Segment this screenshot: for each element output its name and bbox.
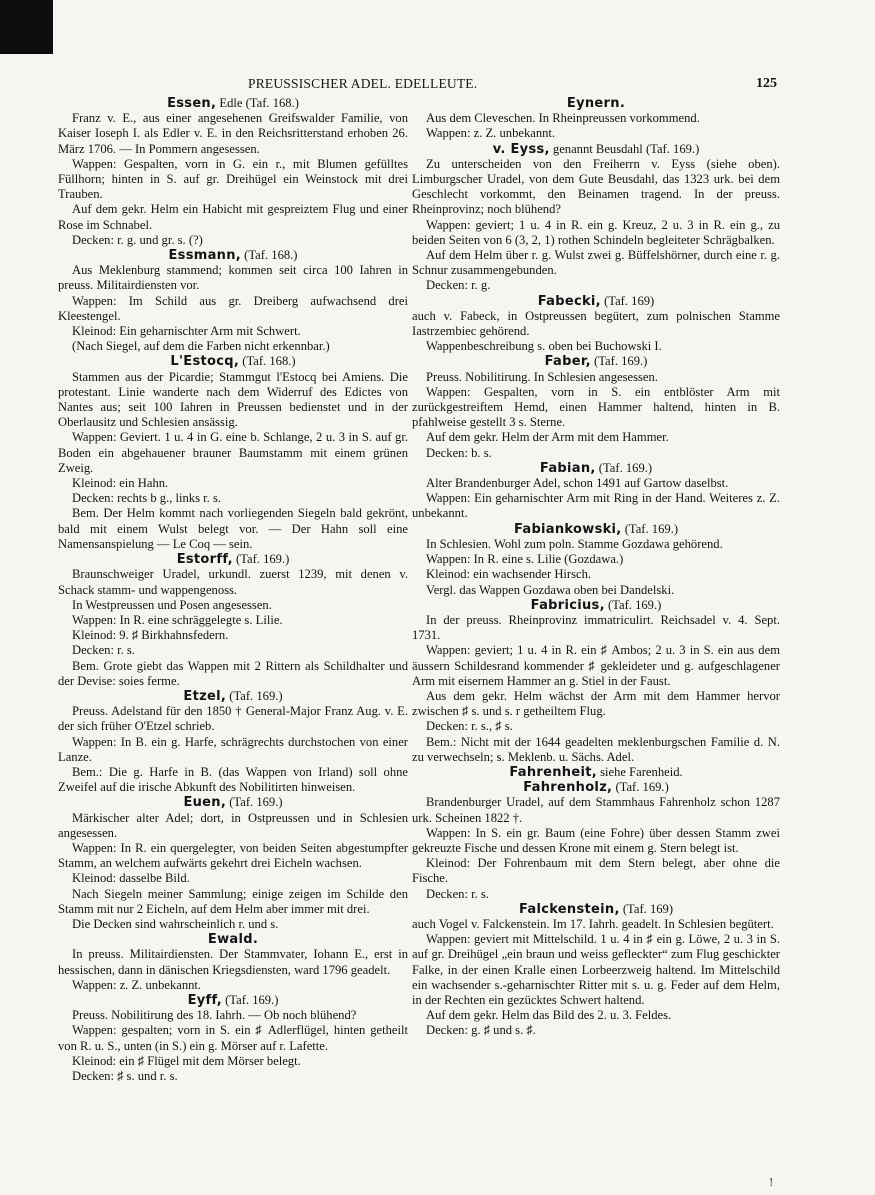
entry-suffix: (Taf. 169.) xyxy=(221,992,279,1007)
entry-paragraph: Wappen: geviert; 1 u. 4 in R. ein g. Kreuz, 2 u. 3 in R. ein g., zu beiden Seiten von 6 (3, 2, 1) rothen Schindeln begleiteter Schrägbalken. xyxy=(412,217,780,247)
entry-paragraph: Decken: r. g. xyxy=(426,278,491,293)
entry-name: v. Eyss, xyxy=(492,141,550,157)
entry-paragraph: Auf dem gekr. Helm der Arm mit dem Hammer. xyxy=(426,430,669,445)
entry-paragraph: Brandenburger Uradel, auf dem Stammhaus Fahrenholz schon 1287 urk. Scheinen 1822 †. xyxy=(412,795,780,825)
page-number: 125 xyxy=(756,76,777,91)
entry-suffix: siehe Farenheid. xyxy=(596,764,683,779)
entry-name: L'Estocq, xyxy=(170,354,240,370)
entry-suffix: (Taf. 169) xyxy=(619,901,674,916)
entry xyxy=(58,993,408,1084)
entry-paragraph: Kleinod: Der Fohrenbaum mit dem Stern belegt, aber ohne die Fische. xyxy=(412,856,780,886)
entry-suffix: (Taf. 169) xyxy=(600,293,655,308)
entry-paragraph: Decken: rechts b g., links r. s. xyxy=(72,491,221,506)
entry-paragraph: Bem.: Nicht mit der 1644 geadelten meklenburgschen Familie d. N. zu verwechseln; s. Meklenb. u. Sächs. Adel. xyxy=(412,734,780,764)
entry-paragraph: In preuss. Militairdiensten. Der Stammvater, Iohann E., erst in hessischen, dann in dänischen Kriegsdiensten, ward 1796 geadelt. xyxy=(58,947,408,977)
entry-paragraph: Bem. Der Helm kommt nach vorliegenden Siegeln bald gekrönt, bald mit einem Wulst belegt vor. — Der Hahn soll eine Namensanspielung — Le Coq — sein. xyxy=(58,506,408,551)
entry-paragraph: Wappen: z. Z. unbekannt. xyxy=(426,126,556,141)
entry xyxy=(412,765,780,780)
entry xyxy=(58,932,408,993)
entry-suffix: (Taf. 169.) xyxy=(226,688,283,703)
entry-paragraph: Wappen: In R. ein quergelegter, von beiden Seiten abgestumpfter Stamm, an welchem aufwärts gekehrt drei Eicheln wachsen. xyxy=(58,840,408,871)
entry-paragraph: Wappen: geviert mit Mittelschild. 1 u. 4 in ♯ ein g. Löwe, 2 u. 3 in S. auf gr. Dreihügel „ein braun und weiss gefleckter“ zum Flug geschickter Falke, in der einen Kralle einen Lorbeerzweig haltend. Im Mittelschild ein wachsender s.-geharnischter Ritter mit s. u. g. Feder auf dem Helm, in der Rechten ein gezücktes Schwert haltend. xyxy=(412,932,780,1007)
entry-paragraph: Märkischer alter Adel; dort, in Ostpreussen und in Schlesien angesessen. xyxy=(58,810,408,840)
entry-paragraph: Stammen aus der Picardie; Stammgut l'Estocq bei Amiens. Die protestant. Linie wanderte nach dem Widerruf des Edictes von Nantes aus; seit 100 Iahren in Preussen bedienstet und in der Oberlausitz und Schlesien ansässig. xyxy=(58,369,408,430)
entry-paragraph: Decken: r. s. xyxy=(72,643,135,658)
entry xyxy=(412,96,780,142)
entry-paragraph: Wappen: In R. eine s. Lilie (Gozdawa.) xyxy=(426,552,624,567)
entry-heading xyxy=(58,552,408,567)
entry-paragraph: Wappenbeschreibung s. oben bei Buchowski I. xyxy=(426,339,662,354)
entry-suffix: Edle (Taf. 168.) xyxy=(216,96,299,110)
entry-suffix: (Taf. 168.) xyxy=(239,354,296,369)
entry-paragraph: Bem. Grote giebt das Wappen mit 2 Rittern als Schildhalter und der Devise: soies ferme. xyxy=(58,658,408,688)
entry xyxy=(58,248,408,354)
entry xyxy=(58,552,408,689)
entry-name: Etzel, xyxy=(183,688,227,704)
entry-paragraph: Decken: ♯ s. und r. s. xyxy=(72,1069,178,1083)
entry-paragraph: Kleinod: ein wachsender Hirsch. xyxy=(426,567,592,582)
entry-paragraph: Wappen: geviert; 1 u. 4 in R. ein ♯ Ambos; 2 u. 3 in S. ein aus dem äussern Schildesrand kommender ♯ gekleideter und g. aufgeschlagener Arm mit eisernem Hammer an g. Stiel in der Faust. xyxy=(412,643,780,688)
entry-name: Fabecki, xyxy=(537,293,601,309)
entry-paragraph: Wappen: Gespalten, vorn in G. ein r., mit Blumen gefülltes Füllhorn; hinten in S. auf gr. Dreihügel ein Weinstock mit drei Trauben. xyxy=(58,156,408,202)
entry-heading xyxy=(58,96,408,111)
entry-paragraph: Decken: r. s., ♯ s. xyxy=(426,719,513,734)
entry-paragraph: Decken: r. s. xyxy=(426,886,489,901)
entry-suffix: (Taf. 169.) xyxy=(604,597,662,612)
entry-suffix: (Taf. 169.) xyxy=(595,460,653,475)
entry-heading xyxy=(412,765,780,780)
entry-paragraph: Wappen: Ein geharnischter Arm mit Ring in der Hand. Weiteres z. Z. unbekannt. xyxy=(412,491,780,521)
entry-heading xyxy=(412,96,780,111)
entry-paragraph: Bem.: Die g. Harfe in B. (das Wappen von Irland) soll ohne Zweifel auf die irische Abkunft des Nobilitirten hinweisen. xyxy=(58,764,408,795)
entry-suffix: (Taf. 169.) xyxy=(590,354,648,369)
entry-suffix: genannt Beusdahl (Taf. 169.) xyxy=(549,141,700,156)
entry-heading xyxy=(412,780,780,795)
entry-heading xyxy=(412,522,780,537)
entry-paragraph: Auf dem Helm über r. g. Wulst zwei g. Büffelshörner, durch eine r. g. Schnur zusammengebunden. xyxy=(412,248,780,278)
entry-paragraph: auch Vogel v. Falckenstein. Im 17. Iahrh. geadelt. In Schlesien begütert. xyxy=(412,916,774,931)
entry-paragraph: Vergl. das Wappen Gozdawa oben bei Dandelski. xyxy=(426,582,675,597)
entry-name: Essmann, xyxy=(168,248,242,264)
entry-heading xyxy=(58,795,408,810)
edge-mark: ! xyxy=(769,1176,774,1189)
entry-paragraph: Decken: g. ♯ und s. ♯. xyxy=(426,1023,536,1038)
entry-paragraph: Braunschweiger Uradel, urkundl. zuerst 1239, mit denen v. Schack stamm- und wappengenoss. xyxy=(58,567,408,597)
entry-name: Fahrenheit, xyxy=(509,764,597,780)
entry-name: Fabiankowski, xyxy=(513,521,622,537)
entry-heading xyxy=(58,248,408,263)
entry-heading xyxy=(412,142,780,157)
entry-heading xyxy=(412,902,780,917)
entry-paragraph: Kleinod: ein ♯ Flügel mit dem Mörser belegt. xyxy=(72,1053,301,1068)
entry-heading xyxy=(412,461,780,476)
entry-paragraph: Zu unterscheiden von den Freiherrn v. Eyss (siehe oben). Limburgscher Uradel, von dem Gute Beusdahl, das 1323 urk. bei dem Geschlecht vorkommt, den Beinamen tragend. In der preuss. Rheinprovinz; noch blühend? xyxy=(412,156,780,217)
entry-suffix: (Taf. 169.) xyxy=(612,780,669,795)
entry-suffix: (Taf. 169.) xyxy=(226,795,283,810)
entry-paragraph: Alter Brandenburger Adel, schon 1491 auf Gartow daselbst. xyxy=(426,476,729,491)
entry-paragraph: Wappen: z. Z. unbekannt. xyxy=(72,977,202,992)
entry-paragraph: Franz v. E., aus einer angesehenen Greifswalder Familie, von Kaiser Ioseph I. als Edler v. E. in den Reichsritterstand erhoben 26. März 1706. — In Pommern angesessen. xyxy=(58,111,408,156)
entry-name: Faber, xyxy=(544,354,591,370)
entry-paragraph: Kleinod: ein Hahn. xyxy=(72,476,169,491)
entry xyxy=(412,902,780,1039)
entry-paragraph: Kleinod: dasselbe Bild. xyxy=(72,871,190,886)
entry-name: Ewald. xyxy=(207,932,259,948)
entry-name: Fahrenholz, xyxy=(523,780,613,796)
entry-heading xyxy=(412,294,780,309)
running-header: PREUSSISCHER ADEL. EDELLEUTE. xyxy=(248,76,478,91)
entry-paragraph: Wappen: In R. eine schräggelegte s. Lilie. xyxy=(72,612,283,627)
left-column xyxy=(58,96,408,1084)
entry-paragraph: auch v. Fabeck, in Ostpreussen begütert, zum polnischen Stamme Iastrzembiec gehörend. xyxy=(412,308,780,339)
entry-paragraph: Auf dem gekr. Helm das Bild des 2. u. 3. Feldes. xyxy=(426,1008,672,1023)
entry-paragraph: In Westpreussen und Posen angesessen. xyxy=(72,597,272,612)
entry-paragraph: Aus dem Cleveschen. In Rheinpreussen vorkommend. xyxy=(426,111,700,126)
entry-name: Fabricius, xyxy=(530,597,605,613)
entry xyxy=(58,96,408,248)
entry-heading xyxy=(58,689,408,704)
entry-heading xyxy=(58,932,408,947)
entry-name: Falckenstein, xyxy=(518,901,620,917)
entry-paragraph: (Nach Siegel, auf dem die Farben nicht erkennbar.) xyxy=(72,339,330,354)
entry-paragraph: In Schlesien. Wohl zum poln. Stamme Gozdawa gehörend. xyxy=(426,536,723,551)
entry-paragraph: Preuss. Nobilitirung des 18. Iahrh. — Ob noch blühend? xyxy=(72,1008,357,1023)
entry-suffix: (Taf. 169.) xyxy=(232,552,290,567)
entry-heading xyxy=(58,993,408,1008)
entry xyxy=(412,461,780,522)
entry-suffix: (Taf. 169.) xyxy=(621,521,679,536)
entry-heading xyxy=(412,598,780,613)
entry-paragraph: In der preuss. Rheinprovinz immatriculirt. Reichsadel v. 4. Sept. 1731. xyxy=(412,612,780,643)
entry-paragraph: Preuss. Nobilitirung. In Schlesien angesessen. xyxy=(426,369,658,384)
entry-paragraph: Wappen: gespalten; vorn in S. ein ♯ Adlerflügel, hinten getheilt von R. u. S., unten (in S.) ein g. Mörser auf r. Lafette. xyxy=(58,1023,408,1053)
entry-name: Estorff, xyxy=(176,552,233,568)
entry-heading xyxy=(58,354,408,369)
entry-name: Eyff, xyxy=(187,992,222,1008)
right-column xyxy=(412,96,780,1039)
entry-paragraph: Die Decken sind wahrscheinlich r. und s. xyxy=(72,916,279,931)
entry xyxy=(412,354,780,460)
entry xyxy=(412,780,780,902)
entry-name: Fabian, xyxy=(539,460,596,476)
entry-paragraph: Wappen: Im Schild aus gr. Dreiberg aufwachsend drei Kleestengel. xyxy=(58,293,408,323)
scan-corner-black-bar xyxy=(0,0,53,54)
entry xyxy=(412,522,780,598)
entry-paragraph: Aus dem gekr. Helm wächst der Arm mit dem Hammer hervor zwischen ♯ s. und s. r getheiltem Flug. xyxy=(412,688,780,719)
entry-paragraph: Aus Meklenburg stammend; kommen seit circa 100 Iahren in preuss. Militairdiensten vor. xyxy=(58,263,408,293)
entry-paragraph: Decken: r. g. und gr. s. (?) xyxy=(72,232,203,247)
entry-paragraph: Wappen: In S. ein gr. Baum (eine Fohre) über dessen Stamm zwei gekreuzte Fische und dessen Krone mit einem g. Stern belegt ist. xyxy=(412,825,780,855)
entry-paragraph: Nach Siegeln meiner Sammlung; einige zeigen im Schilde den Stamm mit nur 2 Eicheln, auf dem Helm aber immer mit drei. xyxy=(58,886,408,916)
entry-name: Eynern. xyxy=(566,96,626,111)
entry-paragraph: Kleinod: Ein geharnischter Arm mit Schwert. xyxy=(72,324,301,339)
entry-name: Essen, xyxy=(167,96,217,111)
entry xyxy=(58,354,408,552)
entry-paragraph: Auf dem gekr. Helm ein Habicht mit gespreiztem Flug und einer Rose im Schnabel. xyxy=(58,202,408,232)
entry-suffix: (Taf. 168.) xyxy=(241,248,298,263)
entry-paragraph: Wappen: In B. ein g. Harfe, schrägrechts durchstochen von einer Lanze. xyxy=(58,734,408,764)
entry-paragraph: Wappen: Geviert. 1 u. 4 in G. eine b. Schlange, 2 u. 3 in S. auf gr. Boden ein abgehauener brauner Baumstamm mit einem grünen Zweig. xyxy=(58,430,408,475)
entry-name: Euen, xyxy=(183,795,227,811)
entry-paragraph: Kleinod: 9. ♯ Birkhahnsfedern. xyxy=(72,628,229,643)
entry xyxy=(58,689,408,795)
entry xyxy=(412,598,780,765)
entry-paragraph: Preuss. Adelstand für den 1850 † General-Major Franz Aug. v. E. der sich früher O'Etzel schrieb. xyxy=(58,704,408,734)
entry xyxy=(412,294,780,355)
entry-paragraph: Decken: b. s. xyxy=(426,445,492,460)
entry xyxy=(58,795,408,932)
entry-heading xyxy=(412,354,780,369)
entry xyxy=(412,142,780,294)
entry-paragraph: Wappen: Gespalten, vorn in S. ein entblöster Arm mit zurückgestreiftem Hemd, einen Hammer haltend, hinten in B. pfahlweise gestellt 3 s. Sterne. xyxy=(412,384,780,430)
